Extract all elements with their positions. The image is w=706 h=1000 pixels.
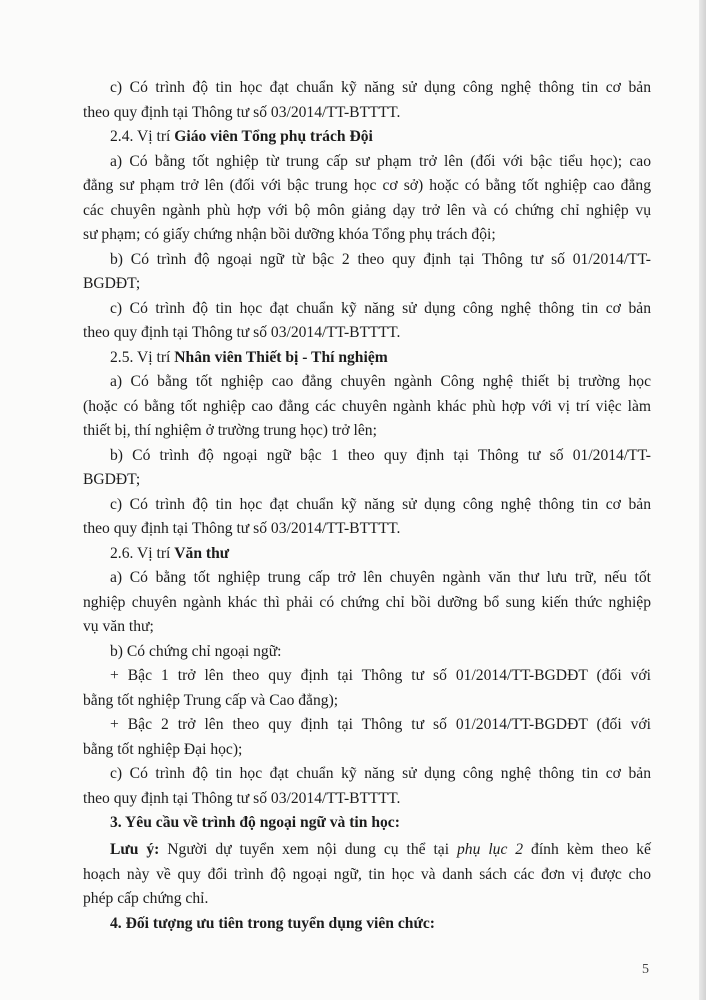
text-line: (hoặc có bằng tốt nghiệp cao đẳng các chuyên ngành khác phù hợp với vị trí việc làm [83,398,651,415]
text-line: a) Có bằng tốt nghiệp cao đẳng chuyên ngành Công nghệ thiết bị trường học [110,373,651,390]
text-line: thiết bị, thí nghiệm ở trường trung học) trở lên; [83,422,377,439]
section-prefix: 2.5. Vị trí [110,349,175,366]
text-line: c) Có trình độ tin học đạt chuẩn kỹ năng sử dụng công nghệ thông tin cơ bản [110,765,651,782]
text-line: đẳng sư phạm trở lên (đối với bậc trung học cơ sở) hoặc có bằng tốt nghiệp cao đẳng [83,177,651,194]
note-text: Người dự tuyển xem nội dung cụ thể tại [159,841,457,858]
section-heading-2-6 [0,544,706,564]
text-line: bằng tốt nghiệp Trung cấp và Cao đẳng); [83,692,339,709]
text-line: sư phạm; có giấy chứng nhận bồi dưỡng khóa Tổng phụ trách đội; [83,226,496,243]
section-heading-4 [0,914,706,934]
text-line: theo quy định tại Thông tư số 03/2014/TT-BTTTT. [83,520,401,537]
page-number: 5 [642,962,649,977]
text-line: vụ văn thư; [83,618,154,635]
page-edge-shadow [699,0,706,1000]
text-line: theo quy định tại Thông tư số 03/2014/TT-BTTTT. [83,104,401,121]
text-line: hoạch này về quy đổi trình độ ngoại ngữ, tin học và danh sách các đơn vị được cho [83,866,651,883]
text-line: BGDĐT; [83,471,141,488]
note-appendix-ref: phụ lục 2 [457,841,524,858]
section-title: 3. Yêu cầu về trình độ ngoại ngữ và tin học: [110,814,400,831]
text-line: phép cấp chứng chỉ. [83,890,209,907]
text-line: theo quy định tại Thông tư số 03/2014/TT-BTTTT. [83,324,401,341]
text-line: BGDĐT; [83,275,141,292]
note-line [0,840,651,860]
text-line: + Bậc 2 trở lên theo quy định tại Thông tư số 01/2014/TT-BGDĐT (đối với [110,716,651,733]
section-heading-2-5 [0,348,706,368]
section-title: Giáo viên Tổng phụ trách Đội [174,128,373,145]
section-prefix: 2.4. Vị trí [110,128,175,145]
text-line: c) Có trình độ tin học đạt chuẩn kỹ năng sử dụng công nghệ thông tin cơ bản [110,496,651,513]
text-line: c) Có trình độ tin học đạt chuẩn kỹ năng sử dụng công nghệ thông tin cơ bản [110,79,651,96]
section-heading-3 [0,813,706,833]
text-line: b) Có chứng chỉ ngoại ngữ: [110,643,282,660]
text-line: + Bậc 1 trở lên theo quy định tại Thông tư số 01/2014/TT-BGDĐT (đối với [110,667,651,684]
text-line: a) Có bằng tốt nghiệp từ trung cấp sư phạm trở lên (đối với bậc tiểu học); cao [110,153,651,170]
text-line: b) Có trình độ ngoại ngữ từ bậc 2 theo quy định tại Thông tư số 01/2014/TT- [110,251,651,268]
section-title: Nhân viên Thiết bị - Thí nghiệm [174,349,388,366]
text-line: a) Có bằng tốt nghiệp trung cấp trở lên chuyên ngành văn thư lưu trữ, nếu tốt [110,569,651,586]
section-heading-2-4 [0,127,706,147]
section-title: 4. Đối tượng ưu tiên trong tuyển dụng viên chức: [110,915,435,932]
text-line: nghiệp chuyên ngành khác thì phải có chứng chỉ bồi dưỡng bổ sung kiến thức nghiệp [83,594,651,611]
text-line: các chuyên ngành phù hợp với bộ môn giảng dạy trở lên và có chứng chỉ nghiệp vụ [83,202,651,219]
section-prefix: 2.6. Vị trí [110,545,175,562]
note-text: đính kèm theo kế [523,841,651,858]
text-line: b) Có trình độ ngoại ngữ bậc 1 theo quy định tại Thông tư số 01/2014/TT- [110,447,651,464]
text-line: c) Có trình độ tin học đạt chuẩn kỹ năng sử dụng công nghệ thông tin cơ bản [110,300,651,317]
section-title: Văn thư [174,545,230,562]
note-label: Lưu ý: [110,841,160,858]
text-line: theo quy định tại Thông tư số 03/2014/TT-BTTTT. [83,790,401,807]
text-line: bằng tốt nghiệp Đại học); [83,741,243,758]
